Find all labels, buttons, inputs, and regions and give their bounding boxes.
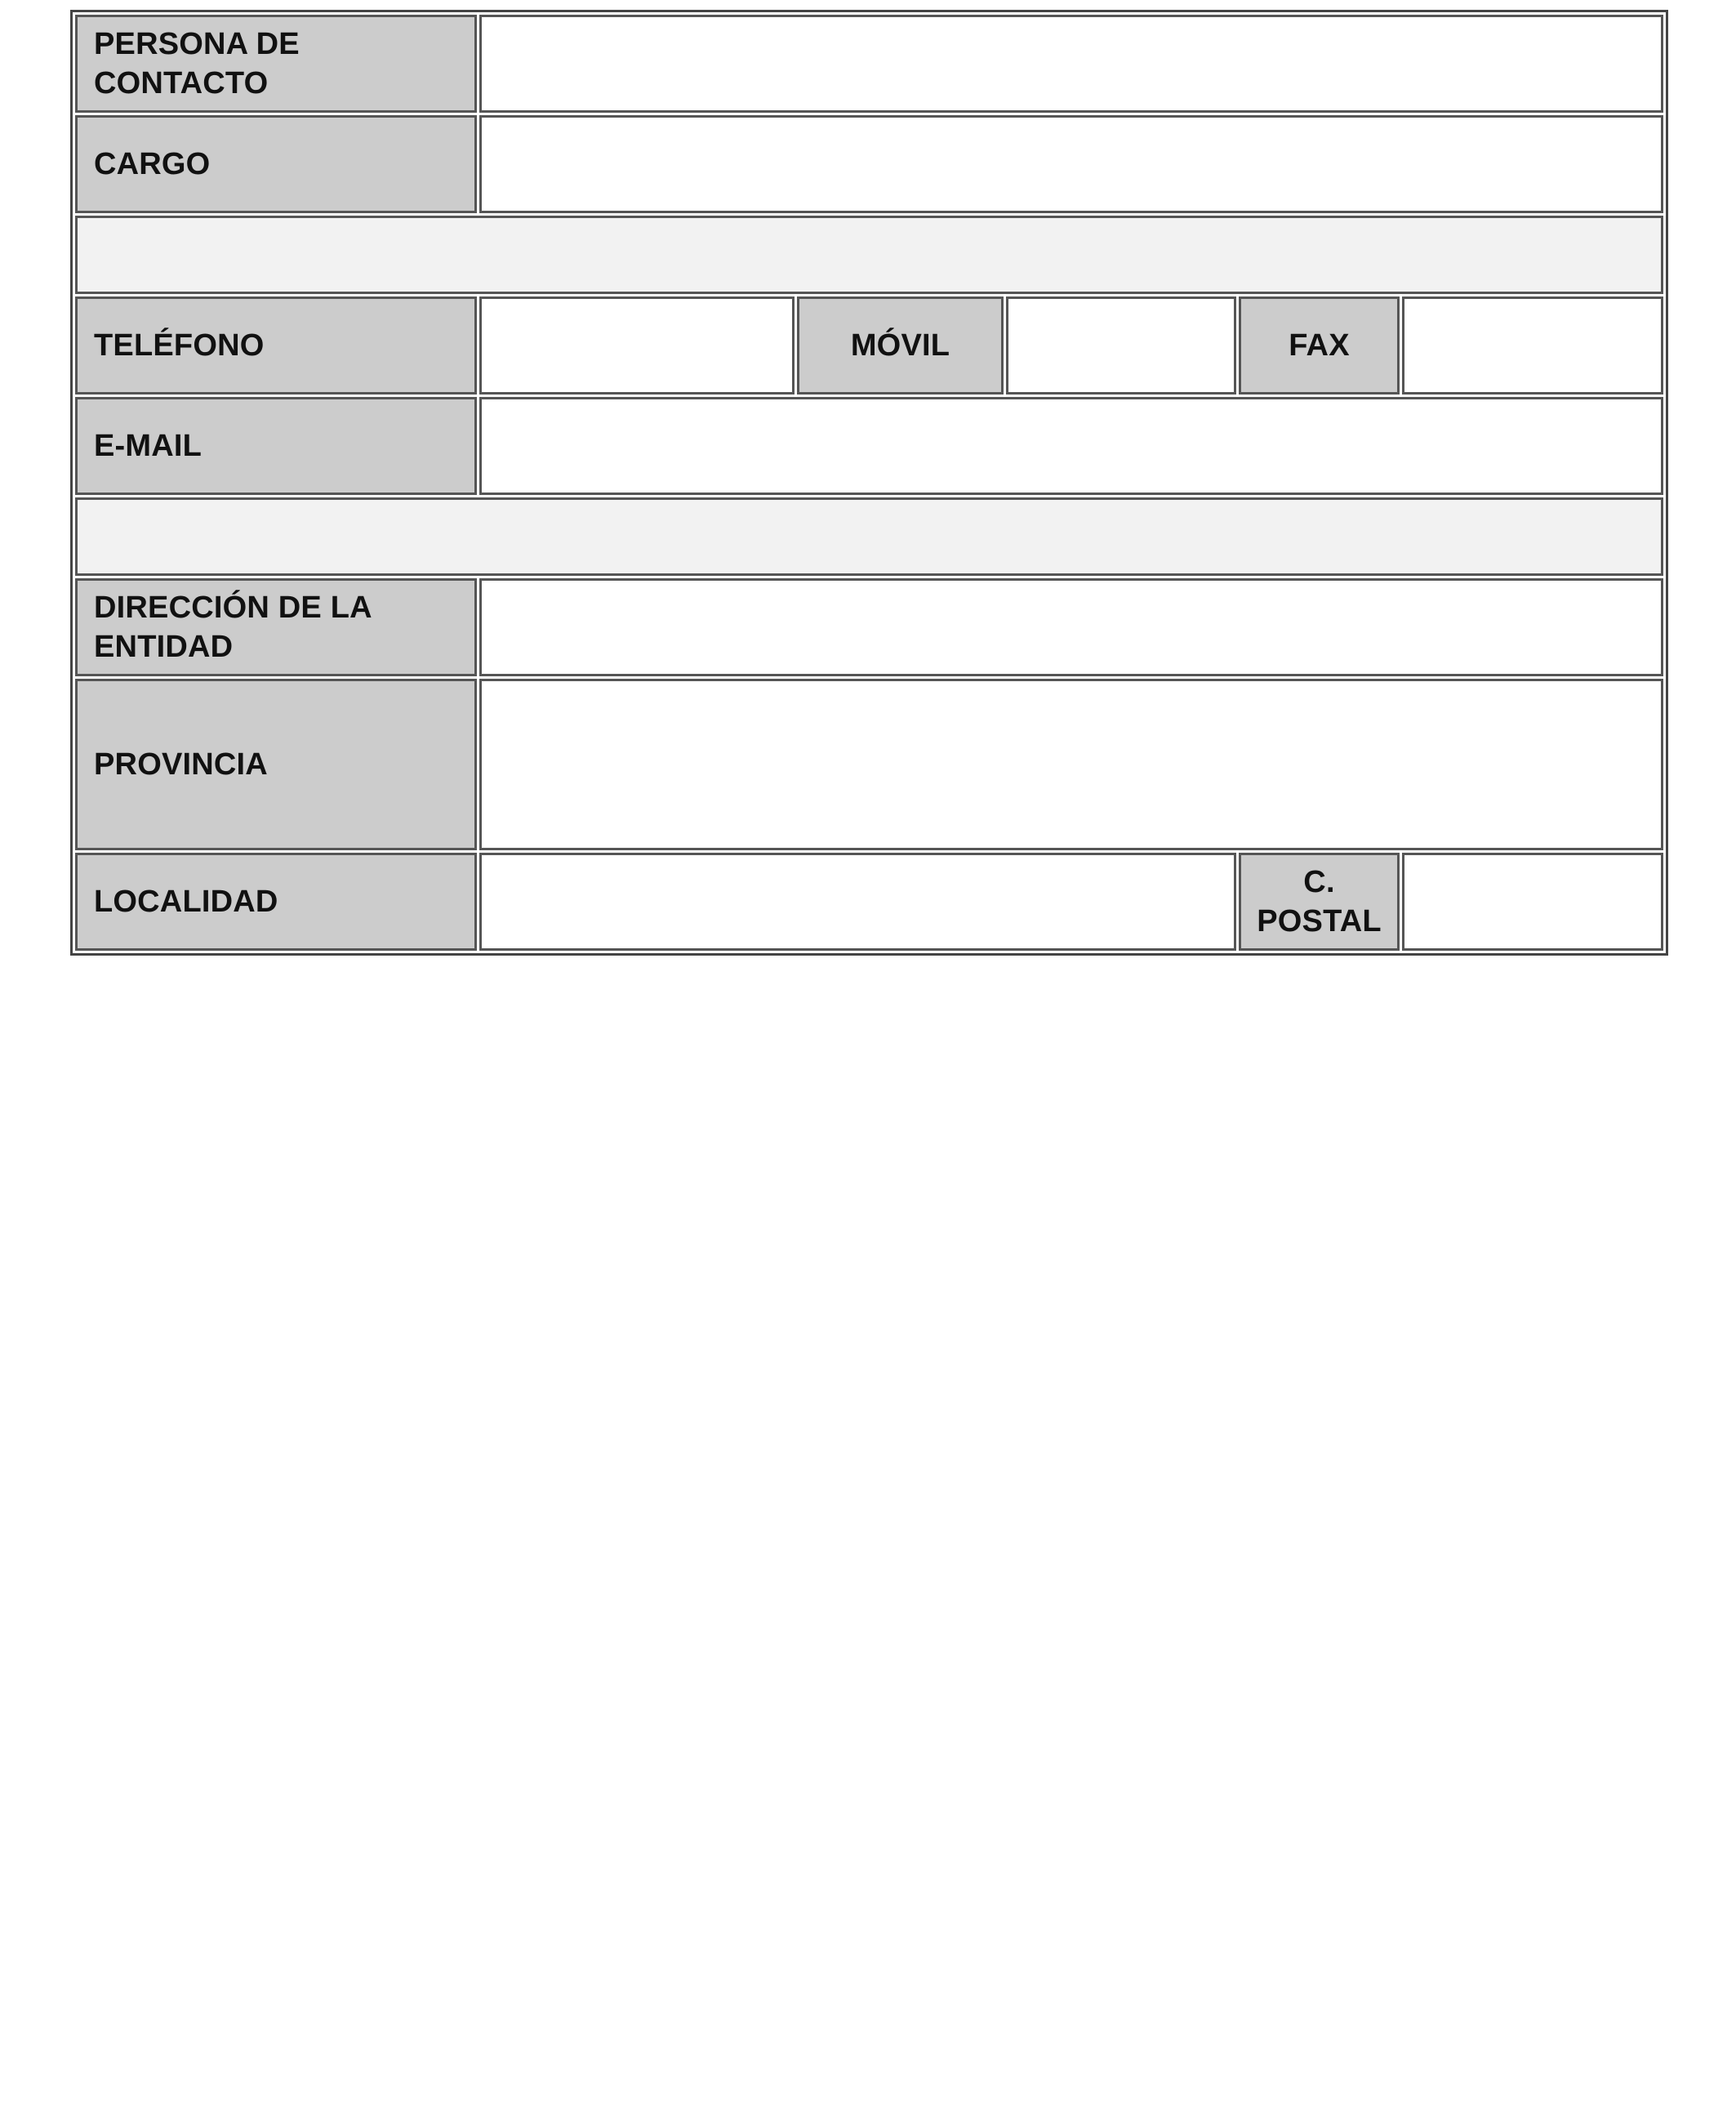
mobile-field[interactable] bbox=[1006, 296, 1236, 395]
province-label: PROVINCIA bbox=[94, 747, 268, 782]
fax-label: FAX bbox=[1289, 328, 1350, 363]
contact-form-table bbox=[70, 10, 1668, 956]
locality-label: LOCALIDAD bbox=[94, 885, 278, 919]
locality-row bbox=[75, 853, 1663, 951]
position-field[interactable] bbox=[479, 115, 1663, 213]
province-row bbox=[75, 679, 1663, 850]
email-label: E-MAIL bbox=[94, 429, 203, 463]
postal-code-field[interactable] bbox=[1402, 853, 1663, 951]
email-field[interactable] bbox=[479, 397, 1663, 495]
mobile-label: MÓVIL bbox=[850, 328, 950, 363]
address-field[interactable] bbox=[479, 578, 1663, 676]
fax-label-cell bbox=[1239, 296, 1400, 395]
position-label: CARGO bbox=[94, 147, 211, 181]
locality-label-cell bbox=[75, 853, 477, 951]
phone-label-cell bbox=[75, 296, 477, 395]
phone-label: TELÉFONO bbox=[94, 328, 265, 363]
address-label-cell bbox=[75, 578, 477, 676]
position-label-cell bbox=[75, 115, 477, 213]
locality-field[interactable] bbox=[479, 853, 1236, 951]
address-row bbox=[75, 578, 1663, 676]
postal-code-label-cell bbox=[1239, 853, 1400, 951]
separator-cell-1 bbox=[75, 216, 1663, 294]
separator-cell-2 bbox=[75, 497, 1663, 576]
separator-row-1 bbox=[75, 216, 1663, 294]
email-label-cell bbox=[75, 397, 477, 495]
contact-person-field[interactable] bbox=[479, 15, 1663, 113]
mobile-label-cell bbox=[797, 296, 1004, 395]
phone-row bbox=[75, 296, 1663, 395]
province-label-cell bbox=[75, 679, 477, 850]
address-label: DIRECCIÓN DE LA ENTIDAD bbox=[94, 591, 372, 664]
email-row bbox=[75, 397, 1663, 495]
position-row bbox=[75, 115, 1663, 213]
contact-person-label-cell bbox=[75, 15, 477, 113]
postal-code-label: C. POSTAL bbox=[1257, 865, 1382, 938]
fax-field[interactable] bbox=[1402, 296, 1663, 395]
phone-field[interactable] bbox=[479, 296, 795, 395]
separator-row-2 bbox=[75, 497, 1663, 576]
province-field[interactable] bbox=[479, 679, 1663, 850]
contact-person-label: PERSONA DE CONTACTO bbox=[94, 27, 300, 100]
contact-person-row bbox=[75, 15, 1663, 113]
